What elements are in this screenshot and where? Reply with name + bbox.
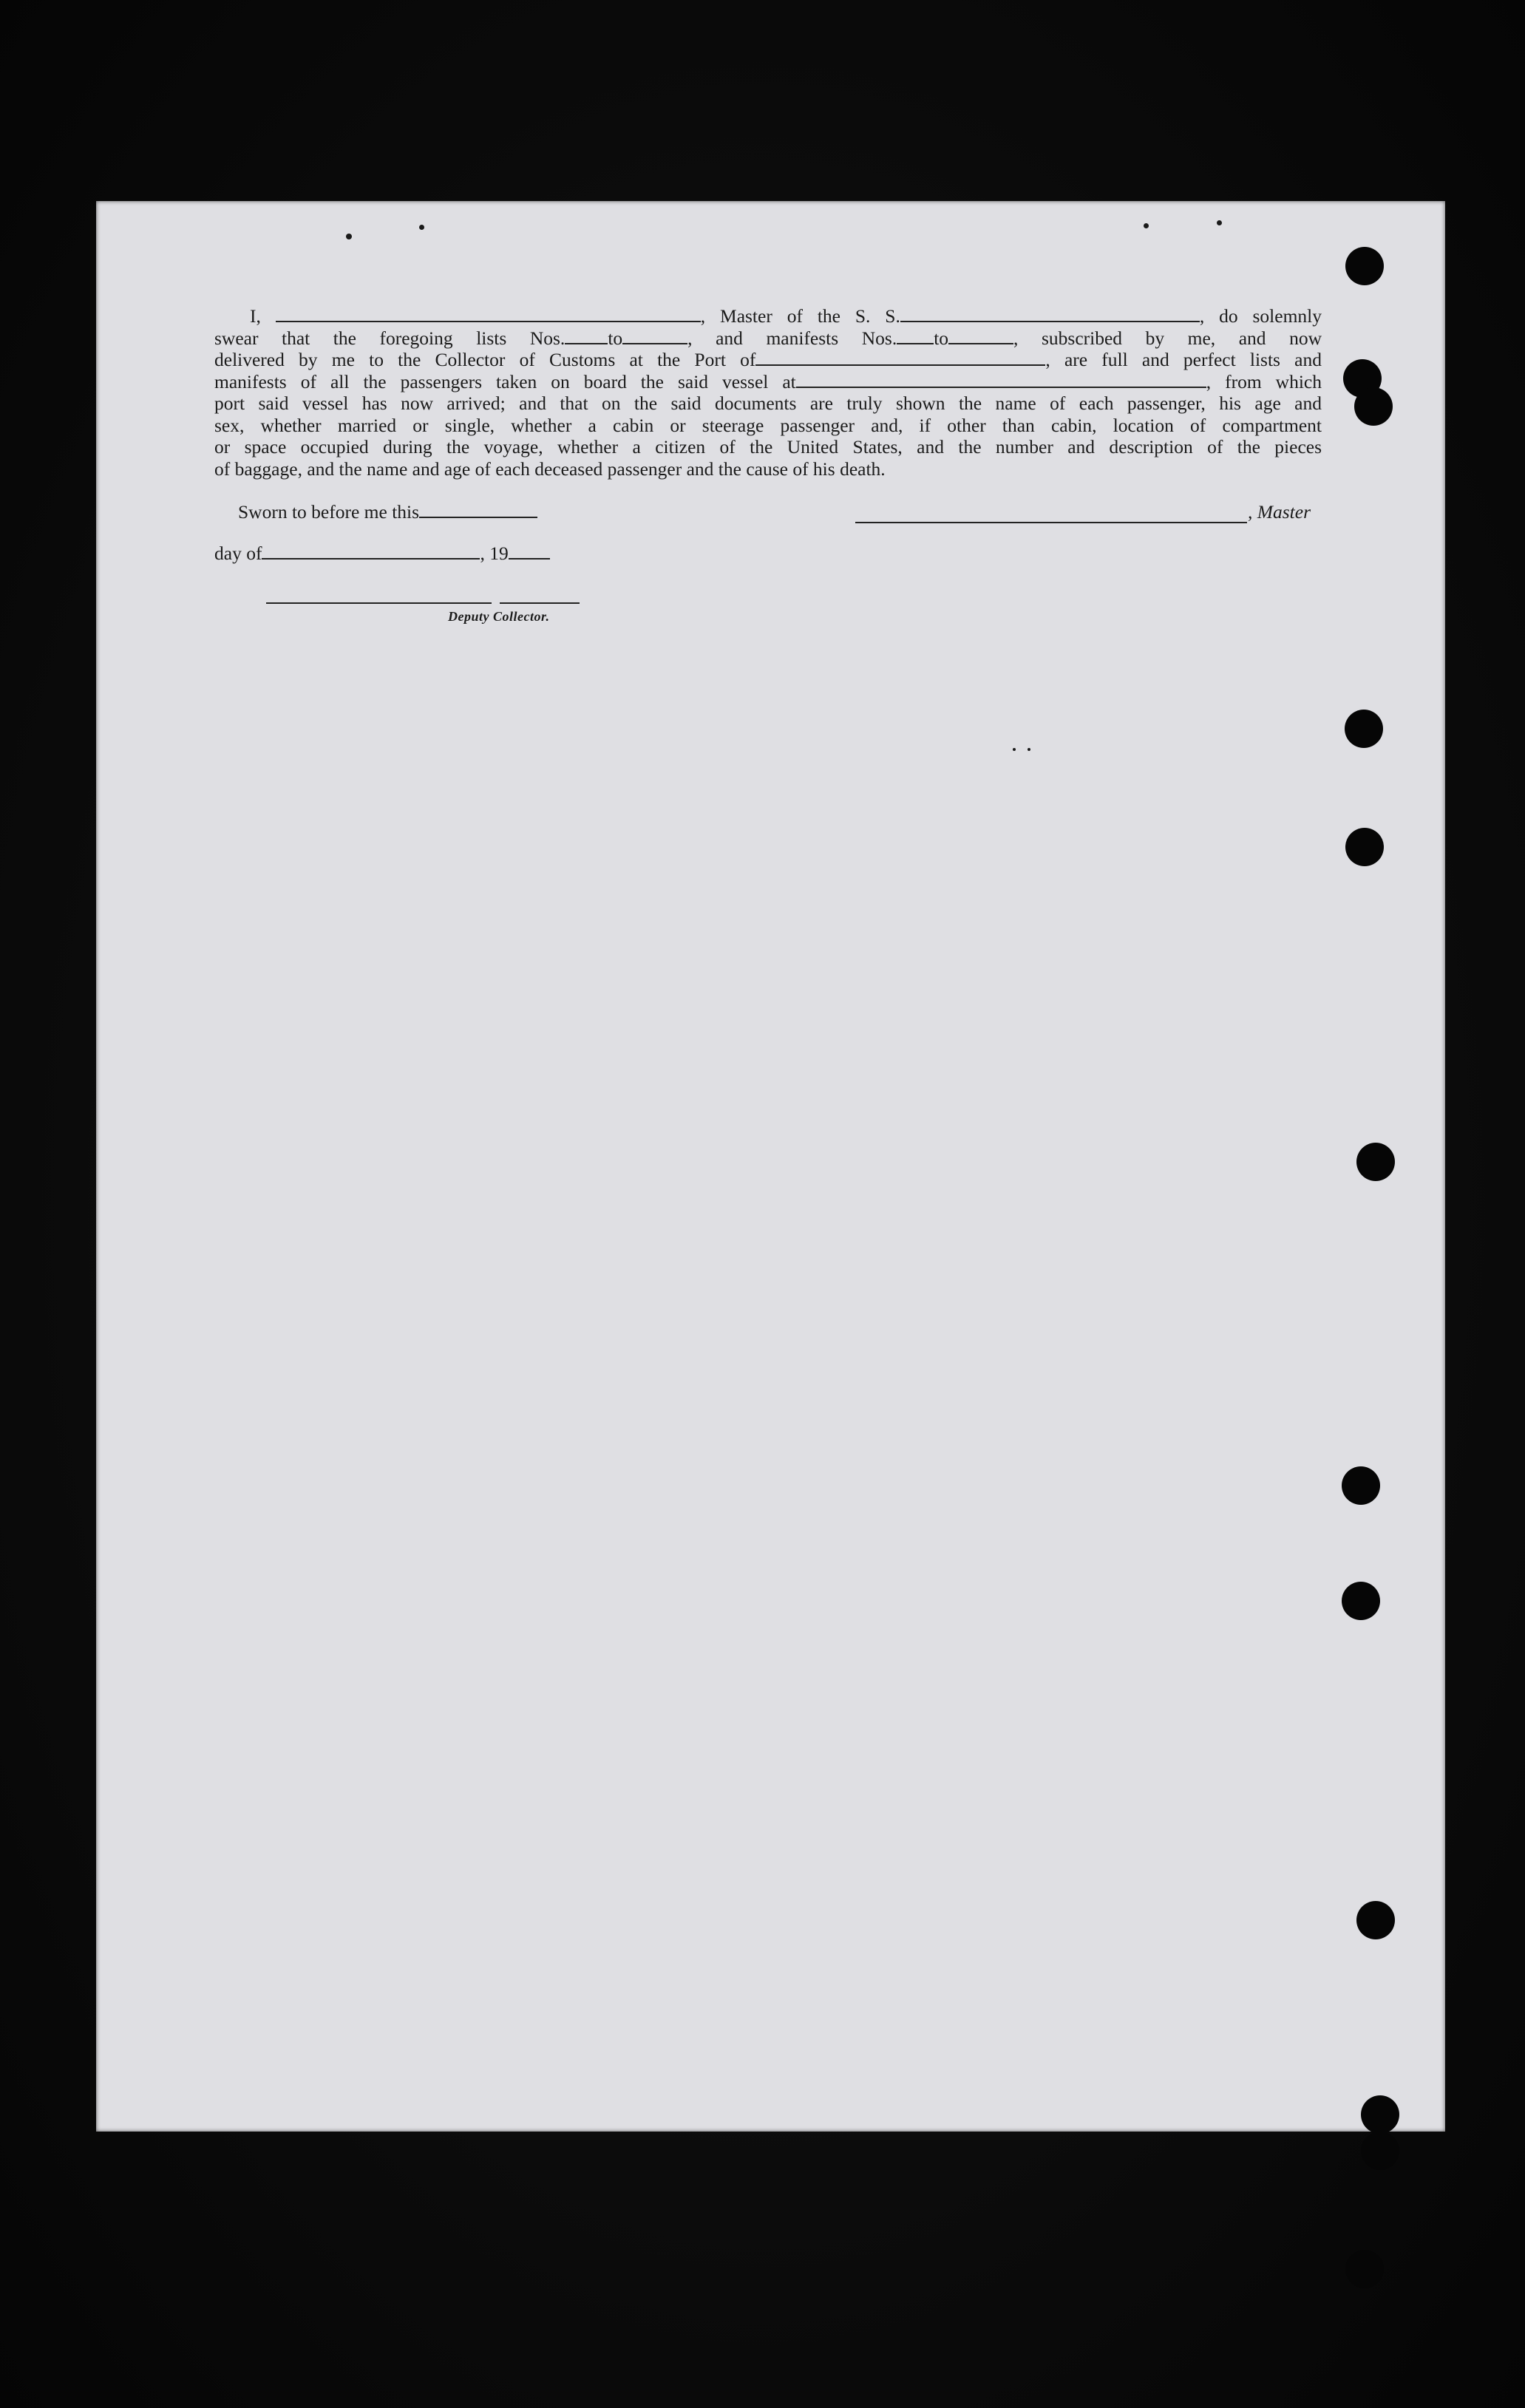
oath-line-2 [214, 327, 1322, 350]
punch-hole-icon [1356, 1143, 1395, 1181]
master-label: , Master [1248, 501, 1311, 523]
punch-hole-icon [1354, 387, 1393, 426]
oath-text: delivered by me to the Collector of Customs at the Port of [214, 349, 756, 370]
manifest-from-blank [897, 330, 934, 344]
oath-text: , do solemnly [1199, 305, 1322, 327]
document-page [96, 201, 1445, 2132]
punch-hole-icon [1345, 2250, 1384, 2288]
oath-line-3 [214, 349, 1322, 371]
master-oath-paragraph [214, 305, 1322, 480]
oath-line-7: or space occupied during the voyage, whether a citizen of the United States, and the number and description of the pieces [214, 436, 1322, 458]
punch-hole-icon [1342, 1582, 1380, 1620]
year-label: , 19 [480, 543, 509, 564]
punch-hole-icon [1356, 1901, 1395, 1939]
punch-hole-icon [1342, 1466, 1380, 1505]
day-of-row [214, 543, 550, 565]
departure-port-blank [796, 373, 1206, 388]
list-from-blank [565, 330, 608, 344]
oath-text: , are full and perfect lists and [1045, 349, 1322, 370]
oath-text: swear that the foregoing lists Nos. [214, 327, 565, 349]
master-name-blank [276, 307, 701, 322]
master-signature-line [855, 522, 1247, 523]
oath-line-6: sex, whether married or single, whether a cabin or steerage passenger and, if other than cabin, location of compartment [214, 414, 1322, 436]
punch-hole-icon [1345, 710, 1383, 748]
ink-speck [1013, 748, 1016, 751]
oath-text: to [608, 327, 623, 349]
deputy-signature-line [266, 602, 492, 604]
year-blank [509, 545, 550, 560]
sworn-label: Sworn to before me this [238, 501, 420, 523]
oath-text: , and manifests Nos. [687, 327, 897, 349]
oath-text: , subscribed by me, and now [1013, 327, 1322, 349]
ship-name-blank [900, 307, 1200, 322]
ink-speck [419, 225, 424, 230]
oath-text: to [934, 327, 949, 349]
oath-line-1 [214, 305, 1322, 327]
punch-hole-icon [1361, 2095, 1399, 2134]
deputy-collector-label: Deputy Collector. [448, 609, 550, 624]
punch-hole-icon [1361, 2132, 1399, 2170]
list-to-blank [622, 330, 687, 344]
punch-hole-icon [1345, 828, 1384, 866]
port-blank [755, 351, 1045, 366]
sworn-day-blank [419, 503, 537, 518]
day-month-blank [262, 545, 480, 560]
ink-speck [346, 234, 352, 239]
day-of-label: day of [214, 543, 262, 564]
sworn-label-row [238, 501, 537, 523]
ink-speck [1028, 748, 1030, 751]
oath-text: , from which [1206, 370, 1322, 392]
deputy-signature-line-tail [500, 602, 580, 604]
ink-speck [1217, 220, 1222, 225]
oath-text: manifests of all the passengers taken on board the said vessel at [214, 370, 796, 392]
punch-hole-icon [1345, 247, 1384, 285]
manifest-to-blank [948, 330, 1013, 344]
oath-line-4 [214, 371, 1322, 393]
oath-line-8: of baggage, and the name and age of each deceased passenger and the cause of his death. [214, 458, 886, 480]
oath-line-5: port said vessel has now arrived; and that on the said documents are truly shown the name of each passenger, his age and [214, 392, 1322, 414]
oath-text: , Master of the S. S. [700, 305, 900, 327]
oath-text: I, [250, 305, 261, 327]
ink-speck [1144, 223, 1149, 228]
